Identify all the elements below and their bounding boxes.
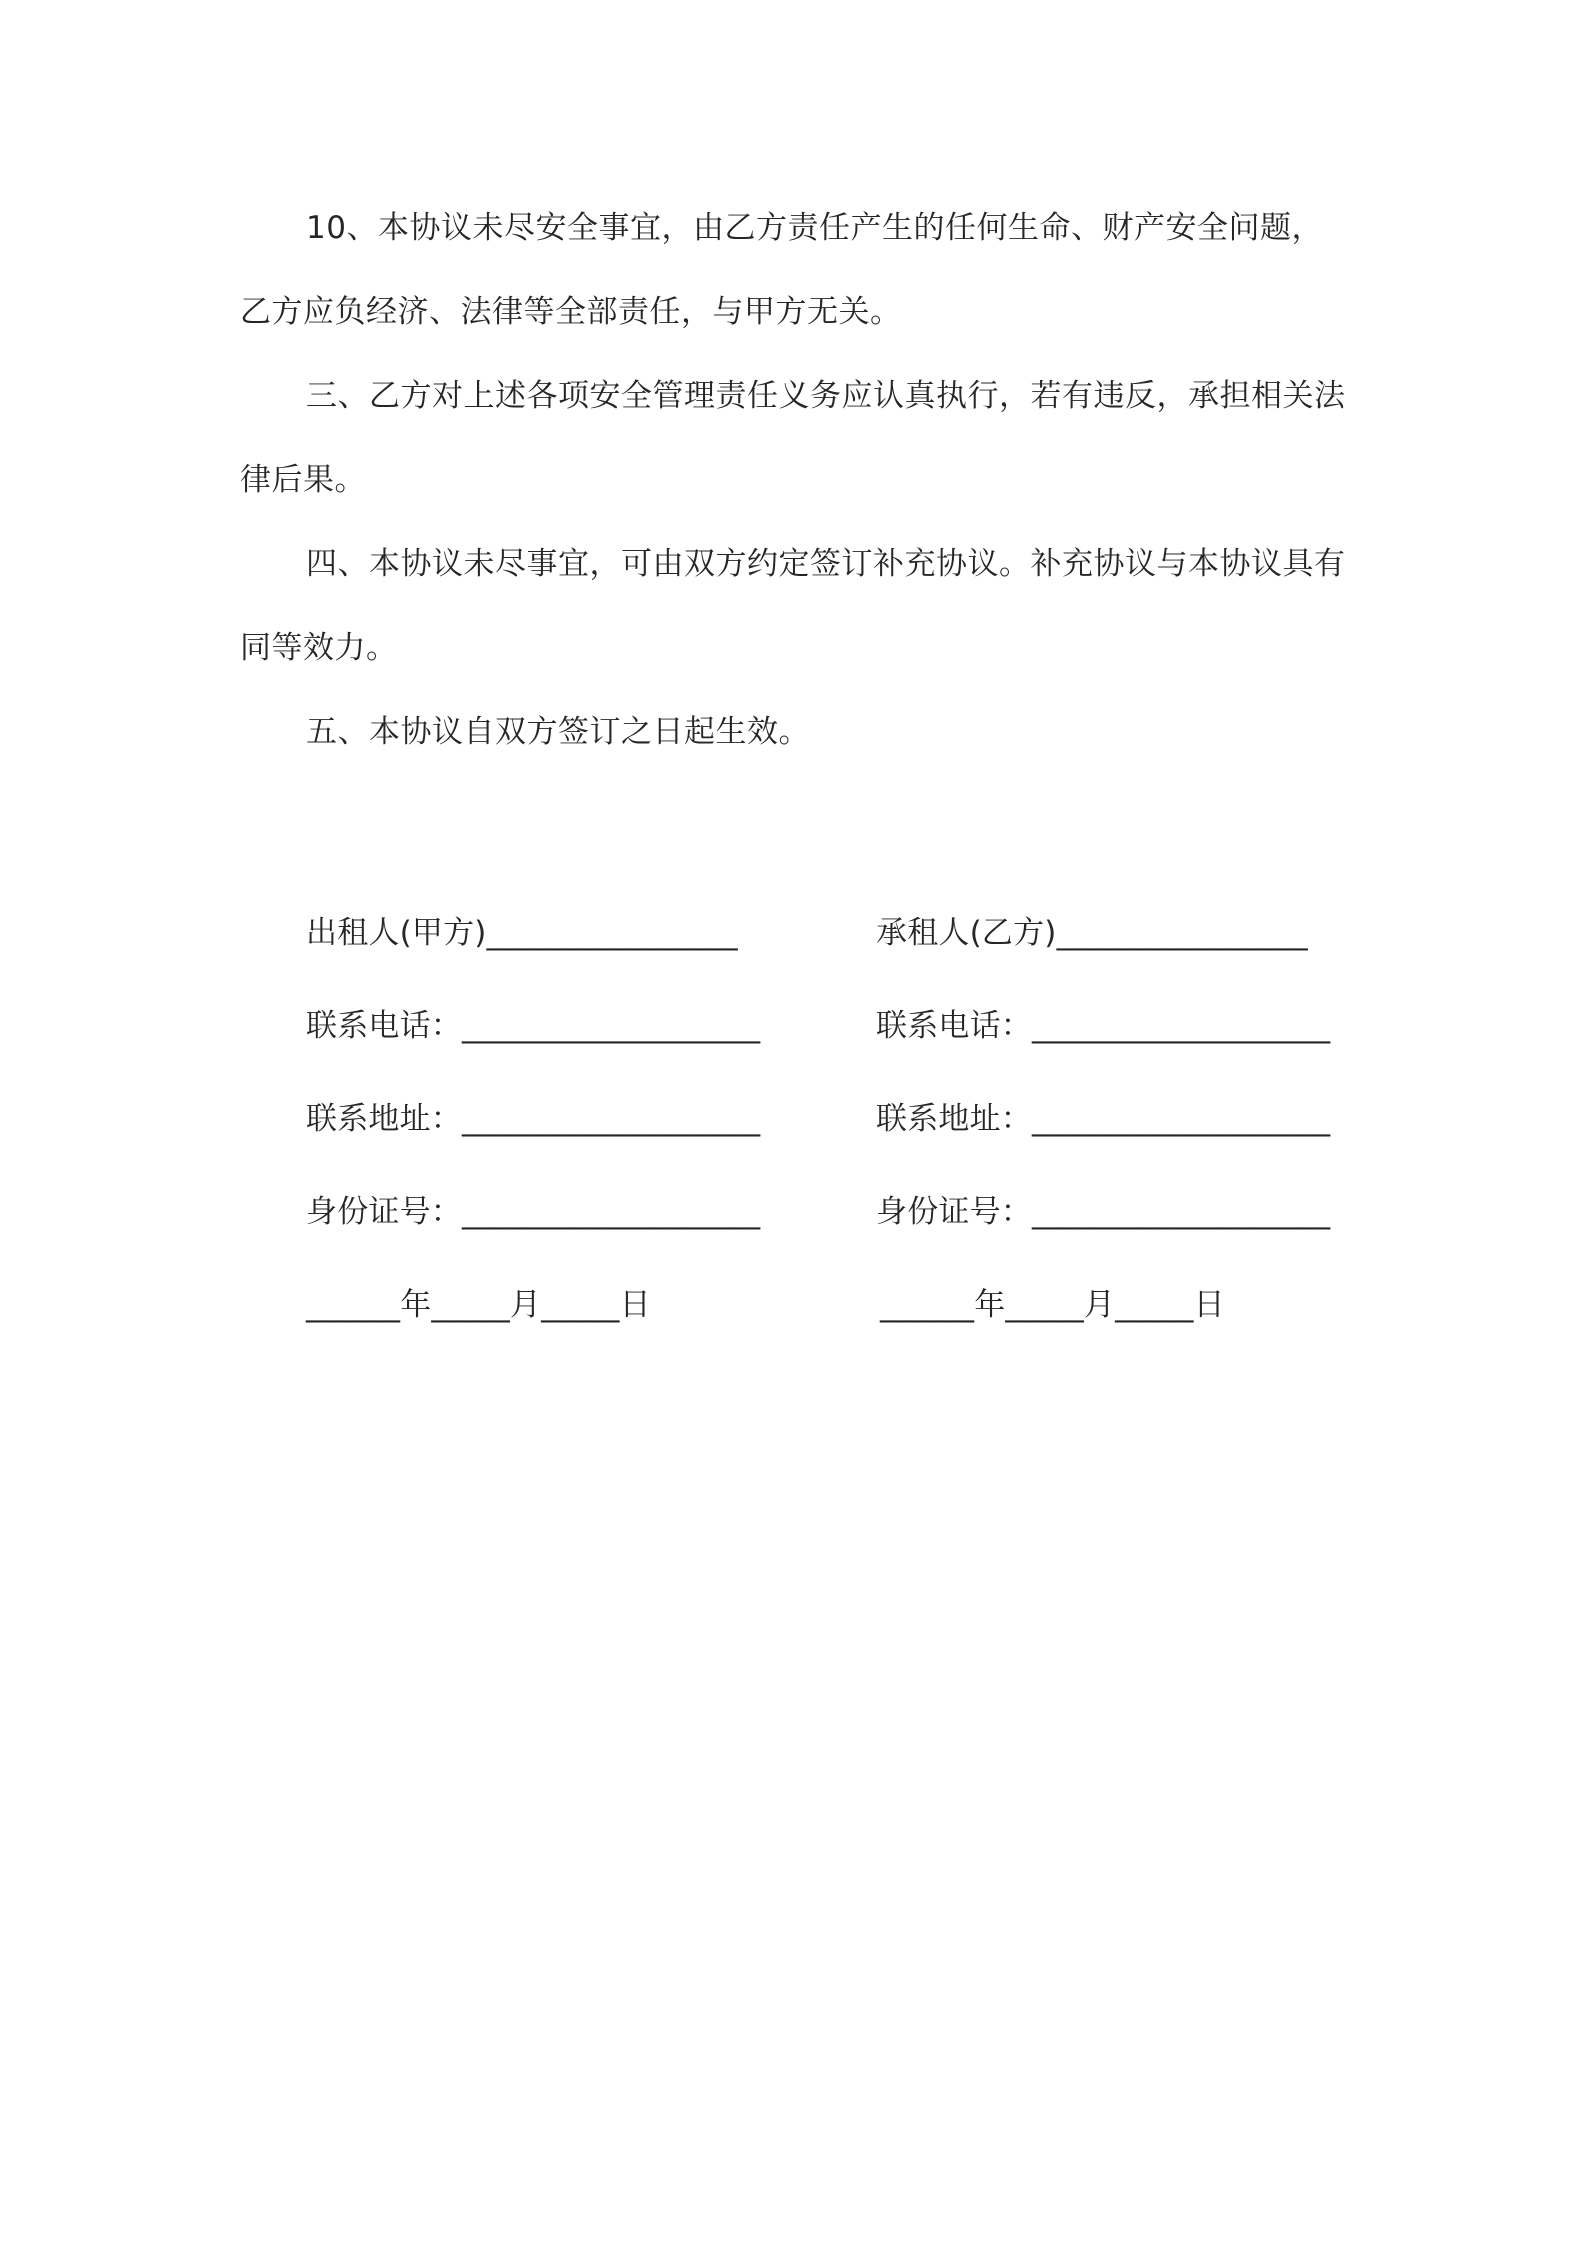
lessor-phone-line: 联系电话：___________________ [306,1008,761,1044]
lessee-address-line: 联系地址：___________________ [876,1101,1331,1137]
lessor-name-line: 出租人(甲方)________________ [306,915,738,951]
lessee-id-line: 身份证号：___________________ [876,1194,1331,1230]
clause-10-paragraph: 10、本协议未尽安全事宜，由乙方责任产生的任何生命、财产安全问题，乙方应负经济、法律等全部责任，与甲方无关。 [240,210,1323,330]
lessee-phone-line: 联系电话：___________________ [876,1008,1331,1044]
clause-5-paragraph: 五、本协议自双方签订之日起生效。 [306,714,810,750]
lessee-date-line: ______年_____月_____日 [880,1287,1225,1323]
lessor-address-line: 联系地址：___________________ [306,1101,761,1137]
lessor-date-line: ______年_____月_____日 [306,1287,651,1323]
lessor-id-line: 身份证号：___________________ [306,1194,761,1230]
clause-4-paragraph: 四、本协议未尽事宜，可由双方约定签订补充协议。补充协议与本协议具有同等效力。 [240,546,1346,666]
clause-3-paragraph: 三、乙方对上述各项安全管理责任义务应认真执行，若有违反，承担相关法律后果。 [240,378,1346,498]
lessee-name-line: 承租人(乙方)________________ [876,915,1308,951]
